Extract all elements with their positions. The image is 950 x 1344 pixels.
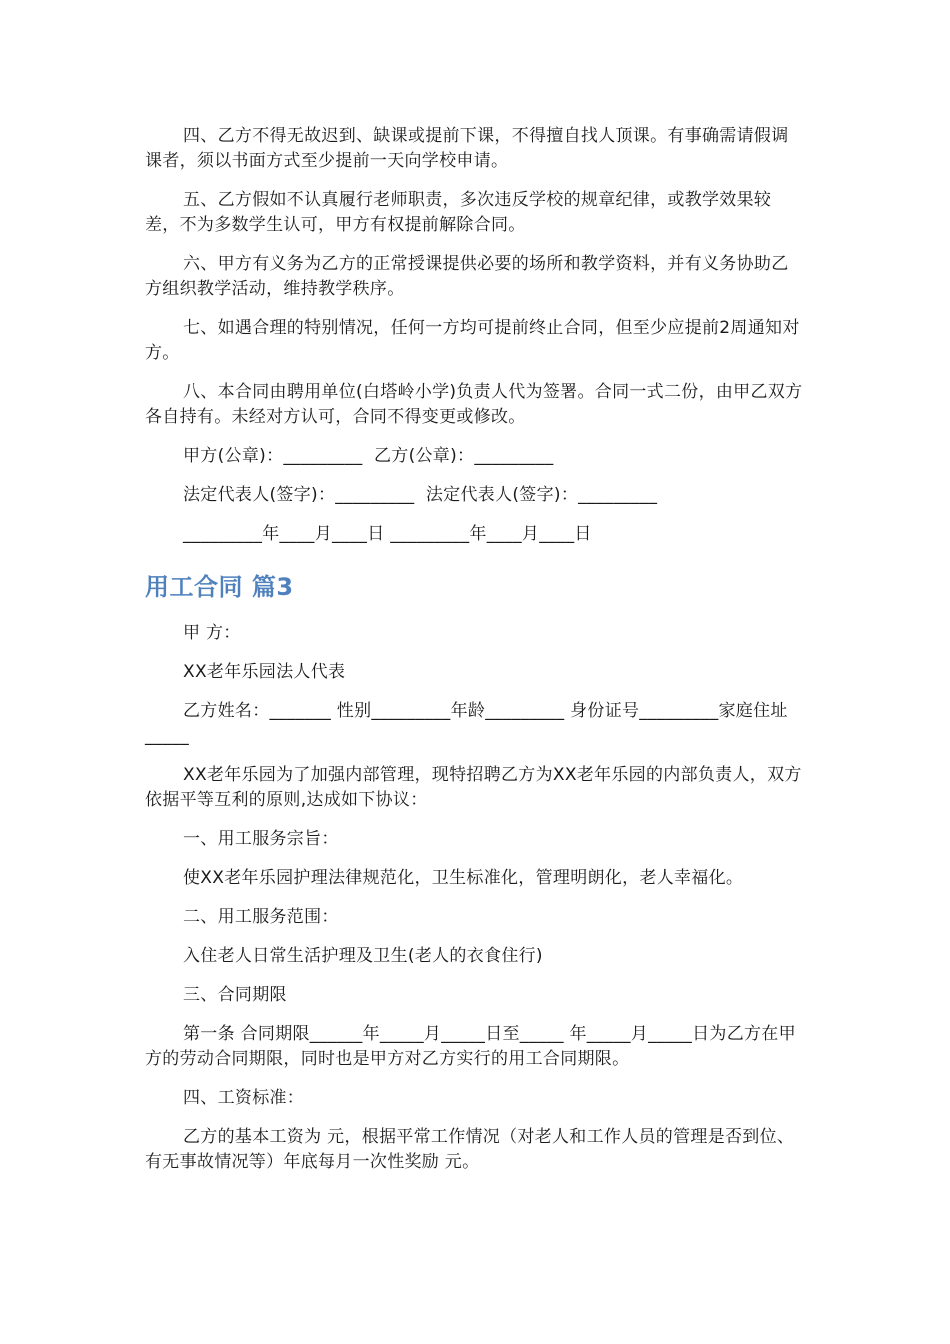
term-text: 第一条 合同期限______年_____月_____日至_____ 年_____月_____日为乙方在甲方的劳动合同期限，同时也是甲方对乙方实行的用工合同期限。 xyxy=(145,1024,796,1069)
party-a-representative: XX老年乐园法人代表 xyxy=(183,662,346,682)
clause-4: 四、乙方不得无故迟到、缺课或提前下课，不得擅自找人顶课。有事确需请假调课者，须以书面方式至少提前一天向学校申请。 xyxy=(145,126,789,171)
heading-purpose: 一、用工服务宗旨： xyxy=(183,829,339,849)
scope-text: 入住老人日常生活护理及卫生(老人的衣食住行) xyxy=(183,946,543,966)
date-line: _________年____月____日 _________年____月____日 xyxy=(183,524,592,544)
section-heading: 用工合同 篇3 xyxy=(145,573,294,601)
clause-8: 八、本合同由聘用单位(白塔岭小学)负责人代为签署。合同一式二份，由甲乙双方各自持有。未经对方认可，合同不得变更或修改。 xyxy=(145,382,803,427)
clause-7: 七、如遇合理的特别情况，任何一方均可提前终止合同，但至少应提前2周通知对方。 xyxy=(145,318,800,363)
party-a-label: 甲 方： xyxy=(183,623,241,643)
wage-text: 乙方的基本工资为 元，根据平常工作情况（对老人和工作人员的管理是否到位、有无事故情况等）年底每月一次性奖励 元。 xyxy=(145,1127,795,1172)
intro-paragraph: XX老年乐园为了加强内部管理，现特招聘乙方为XX老年乐园的内部负责人，双方依据平等互利的原则,达成如下协议： xyxy=(145,765,802,810)
document-body xyxy=(145,124,805,1175)
clause-5: 五、乙方假如不认真履行老师职责，多次违反学校的规章纪律，或教学效果较差，不为多数学生认可，甲方有权提前解除合同。 xyxy=(145,190,772,235)
party-b-info: 乙方姓名：_______ 性别_________年龄_________ 身份证号_________家庭住址_____ xyxy=(145,701,788,746)
heading-scope: 二、用工服务范围： xyxy=(183,907,339,927)
heading-term: 三、合同期限 xyxy=(183,985,287,1005)
signature-line: 法定代表人(签字)：_________ 法定代表人(签字)：_________ xyxy=(183,485,658,505)
clause-6: 六、甲方有义务为乙方的正常授课提供必要的场所和教学资料，并有义务协助乙方组织教学活动，维持教学秩序。 xyxy=(145,254,789,299)
heading-wage: 四、工资标准： xyxy=(183,1088,305,1108)
seal-line: 甲方(公章)：_________ 乙方(公章)：_________ xyxy=(183,446,554,466)
purpose-text: 使XX老年乐园护理法律规范化，卫生标准化，管理明朗化，老人幸福化。 xyxy=(183,868,744,888)
